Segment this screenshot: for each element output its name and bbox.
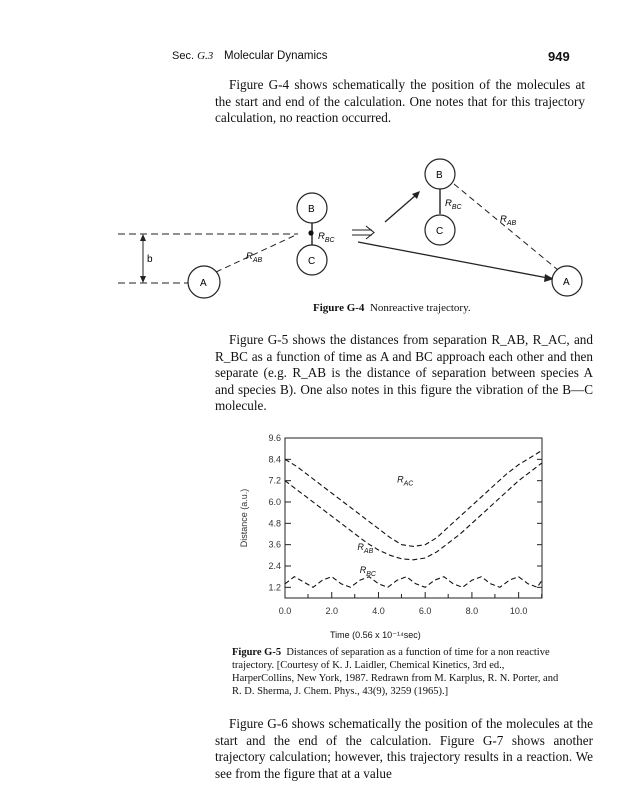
series-label-r-ac: $R_{AC}$ — [397, 474, 414, 488]
y-tick-label: 3.6 — [268, 539, 281, 550]
chart-labels — [357, 474, 414, 578]
series-label-r-ab: $R_{AB}$ — [357, 542, 374, 555]
series-line-r-bc — [285, 577, 542, 588]
y-tick-label: 6.0 — [268, 497, 281, 507]
figure-g5-caption-text: Distances of separation as a function of time for a non reactive trajectory. [Courtesy of K. J. Laidler, Chemical Kinetics, 3rd ed., HarperCollins, New York, 1987. Redrawn from M. Karplus, R. N. Porter, and R. D. Sherma, J. Chem. Phys., 43(9), 3259 (1965).] — [232, 647, 559, 697]
a-trajectory-line — [358, 242, 548, 278]
x-tick-label: 2.0 — [325, 606, 338, 616]
r-ab-start-label: $R_{AB}$ — [246, 251, 263, 264]
paragraph-2 — [215, 332, 593, 415]
paragraph-1 — [215, 77, 585, 127]
series-line-r-ac — [285, 450, 542, 546]
impact-parameter-label: b — [147, 254, 153, 265]
y-tick-label: 4.8 — [268, 518, 281, 529]
r-bc-start-label: $R_{BC}$ — [318, 231, 335, 244]
r-ab-start-line — [216, 234, 298, 272]
paragraph-3-text: Figure G-6 shows schematically the position of the molecules at the start and the end of the calculation. Figure G-7 shows another trajectory calculation; however, this trajectory results in a reaction. We see from the figure that at a value — [215, 716, 593, 781]
atom-a-start-label: A — [200, 278, 207, 289]
paragraph-1-text: Figure G-4 shows schematically the position of the molecules at the start and end of the calculation. One notes that for this trajectory calculation, no reaction occurred. — [215, 77, 585, 125]
figure-g5-caption-label: Figure G-5 — [232, 647, 282, 658]
y-axis-title: Distance (a.u.) — [239, 488, 249, 548]
x-tick-label: 0.0 — [278, 606, 292, 616]
section-number: G.3 — [197, 50, 214, 62]
r-bc-end-label: $R_{BC}$ — [445, 198, 462, 211]
arrowhead-up — [140, 234, 146, 241]
y-tick-label: 2.4 — [268, 561, 281, 571]
y-tick-label: 9.6 — [268, 433, 281, 443]
bond-dot — [308, 230, 313, 235]
atom-a-end-label: A — [563, 277, 570, 288]
implies-arrowhead — [366, 226, 374, 239]
r-ab-end-label: $R_{AB}$ — [500, 214, 517, 227]
x-tick-label: 10.0 — [509, 606, 528, 616]
figure-g4-caption — [313, 302, 471, 314]
arrowhead-down — [140, 276, 146, 283]
x-tick-label: 8.0 — [465, 606, 479, 616]
figure-g5-caption — [232, 646, 562, 698]
figure-g4-caption-label: Figure G-4 — [313, 302, 365, 314]
series-label-r-bc: $R_{BC}$ — [359, 565, 376, 579]
paragraph-3 — [215, 716, 593, 782]
x-axis-title: Time (0.56 x 10⁻¹⁴sec) — [330, 630, 421, 640]
section-label: Sec. G.3 — [172, 50, 214, 62]
plot-frame — [285, 438, 542, 598]
figure-g5-chart — [230, 430, 550, 640]
x-tick-label: 6.0 — [418, 606, 432, 616]
page-number: 949 — [548, 49, 570, 64]
series-line-r-ab — [285, 463, 542, 560]
paragraph-2-text: Figure G-5 shows the distances from separation R_AB, R_AC, and R_BC as a function of time as A and BC approach each other and then separate (e.g. R_AB is the distance of separation between species A and species B). One also notes in this figure the vibration of the B—C molecule. — [215, 332, 593, 413]
atom-b-start-label: B — [308, 204, 315, 215]
atom-c-start-label: C — [308, 256, 316, 267]
atom-b-end-label: B — [436, 170, 443, 181]
y-tick-label: 7.2 — [268, 475, 281, 486]
r-ab-end-line — [454, 184, 558, 270]
y-tick-label: 8.4 — [268, 454, 281, 465]
chart-series — [285, 450, 542, 587]
chart-axes — [239, 433, 542, 616]
bc-trajectory-arrow — [385, 195, 416, 222]
running-title: Molecular Dynamics — [224, 50, 328, 62]
atom-c-end-label: C — [436, 226, 444, 237]
x-tick-label: 4.0 — [372, 606, 385, 616]
y-tick-label: 1.2 — [268, 582, 281, 593]
figure-g4-caption-text: Nonreactive trajectory. — [369, 302, 471, 314]
figure-g4-diagram — [100, 150, 600, 300]
